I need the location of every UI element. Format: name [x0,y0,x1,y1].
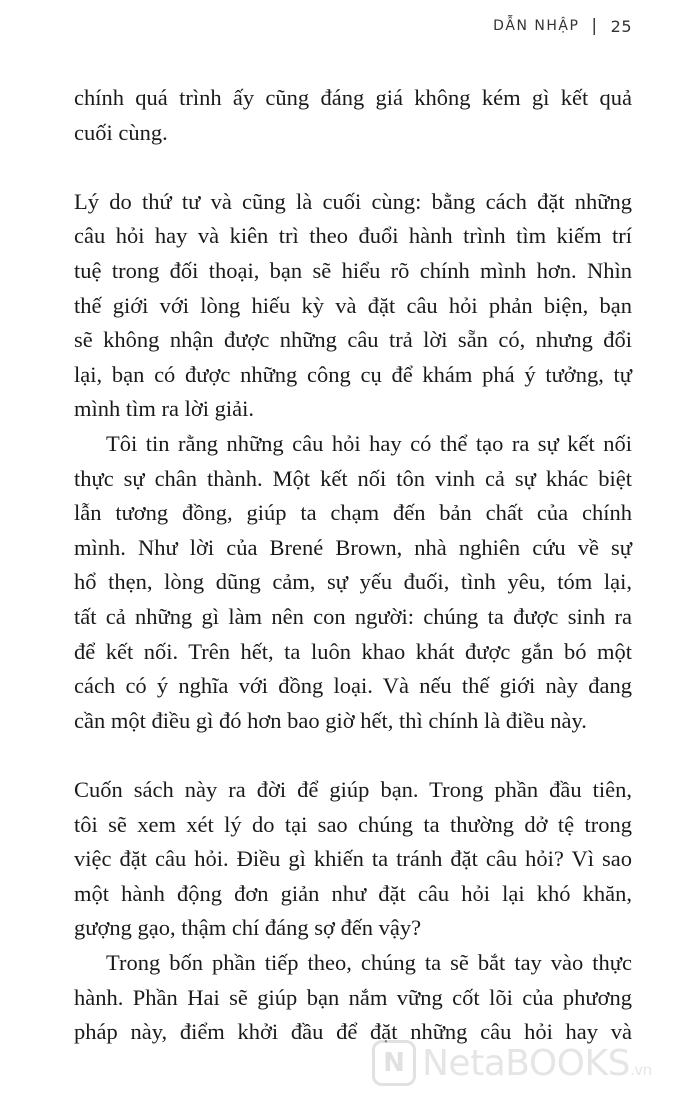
running-header [493,16,632,36]
text-line: sẽ không nhận được những câu trả lời sẵn có, nhưng đổi [74,327,632,353]
netabooks-logo-icon: N [372,1040,416,1086]
text-line: pháp này, điểm khởi đầu để đặt những câu hỏi hay và [74,1019,632,1045]
text-line: mình tìm ra lời giải. [74,396,254,422]
text-line: Lý do thứ tư và cũng là cuối cùng: bằng cách đặt những [74,188,632,214]
page-number: 25 [610,16,632,36]
text-line: lẫn tương đồng, giúp ta chạm đến bản chất của chính [74,500,632,526]
text-line: hành. Phần Hai sẽ giúp bạn nắm vững cốt lõi của phương [74,984,632,1010]
text-line: gượng gạo, thậm chí đáng sợ đến vậy? [74,915,422,941]
text-line: tuệ trong đối thoại, bạn sẽ hiểu rõ chính mình hơn. Nhìn [74,258,632,283]
text-line: lại, bạn có được những công cụ để khám phá ý tưởng, tự [74,361,632,387]
text-line: Tôi tin rằng những câu hỏi hay có thể tạo ra sự kết nối [106,431,632,456]
text-line: thế giới với lòng hiếu kỳ và đặt câu hỏi phản biện, bạn [74,292,632,318]
text-line: thực sự chân thành. Một kết nối tôn vinh cả sự khác biệt [74,465,632,491]
text-line: một hành động đơn giản như đặt câu hỏi lại khó khăn, [74,880,632,906]
text-line: chính quá trình ấy cũng đáng giá không kém gì kết quả [74,85,632,110]
text-line: cách có ý nghĩa với đồng loại. Và nếu thế giới này đang [74,673,632,699]
text-line: việc đặt câu hỏi. Điều gì khiến ta tránh đặt câu hỏi? Vì sao [74,846,632,872]
text-line: cần một điều gì đó hơn bao giờ hết, thì chính là điều này. [74,707,587,733]
text-line: để kết nối. Trên hết, ta luôn khao khát được gắn bó một [74,638,632,664]
text-line: Trong bốn phần tiếp theo, chúng ta sẽ bắt tay vào thực [106,950,632,975]
text-line: Cuốn sách này ra đời để giúp bạn. Trong phần đầu tiên, [74,777,632,802]
watermark-text: NetaBOOKS.vn [422,1042,652,1084]
text-line: hổ thẹn, lòng dũng cảm, sự yếu đuối, tình yêu, tóm lại, [74,569,632,595]
text-line: tôi sẽ xem xét lý do tại sao chúng ta thường dở tệ trong [74,811,632,837]
section-title: DẪN NHẬP [493,18,580,34]
watermark [372,1040,652,1086]
text-line: tất cả những gì làm nên con người: chúng ta được sinh ra [74,604,632,629]
text-line: mình. Như lời của Brené Brown, nhà nghiên cứu về sự [74,534,632,560]
text-line: cuối cùng. [74,119,168,145]
text-line: câu hỏi hay và kiên trì theo đuổi hành trình tìm kiếm trí [74,223,632,249]
header-separator: | [591,16,599,36]
